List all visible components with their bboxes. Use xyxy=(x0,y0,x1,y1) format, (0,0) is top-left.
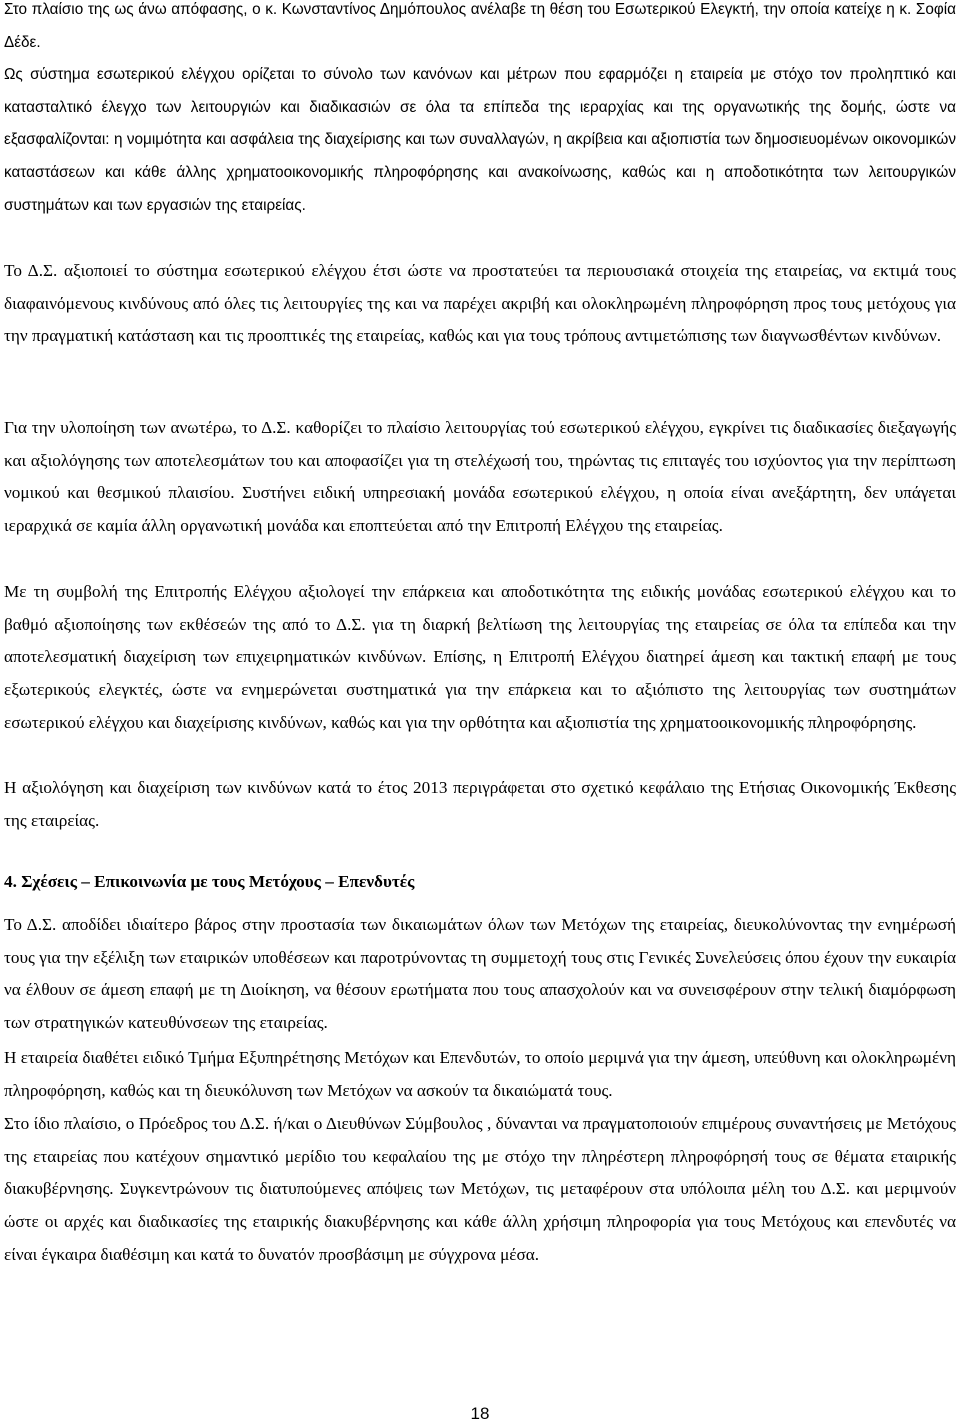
paragraph-investor-relations: Η εταιρεία διαθέτει ειδικό Τμήμα Εξυπηρέτησης Μετόχων και Επενδυτών, το οποίο μεριμνά για την άμεση, υπεύθυνη και ολοκληρωμένη πληροφόρηση, καθώς και τη διευκόλυνση των Μετόχων να ασκούν τα δικαιώματά τους. xyxy=(4,1048,956,1100)
paragraph-shareholder-rights: Το Δ.Σ. αποδίδει ιδιαίτερο βάρος στην προστασία των δικαιωμάτων όλων των Μετόχων της εταιρείας, διευκολύνοντας την ενημέρωσή τους για την εξέλιξη των εταιρικών υποθέσεων και παροτρύνοντας τη συμμετοχή τους στις Γενικές Συνελεύσεις όπου έχουν την ευκαιρία να έλθουν σε άμεση επαφή με τη Διοίκηση, να θέσουν ερωτήματα που τους απασχολούν και να συνεισφέρουν στην τελική διαμόρφωση των στρατηγικών κατευθύνσεων της εταιρείας. xyxy=(4,915,956,1033)
paragraph-board-use-of-control: Το Δ.Σ. αξιοποιεί το σύστημα εσωτερικού ελέγχου έτσι ώστε να προστατεύει τα περιουσιακά στοιχεία της εταιρείας, να εκτιμά τους διαφαινόμενους κινδύνους από όλες τις λειτουργίες της και να παρέχει ακριβή και ολοκληρωμένη πληροφόρηση προς τους μετόχους για την πραγματική κατάσταση και τις προοπτικές της εταιρείας, καθώς και για τους τρόπους αντιμετώπισης των διαγνωσθέντων κινδύνων. xyxy=(4,261,956,346)
paragraph-implementation: Για την υλοποίηση των ανωτέρω, το Δ.Σ. καθορίζει το πλαίσιο λειτουργίας τού εσωτερικού ελέγχου, εγκρίνει τις διαδικασίες διεξαγωγής και αξιολόγησης των αποτελεσμάτων του και αποφασίζει για τη στελέχωσή του, τηρώντας τις επιταγές του ισχύοντος για την περίπτωση νομικού και θεσμικού πλαισίου. Συστήνει ειδική υπηρεσιακή μονάδα εσωτερικού ελέγχου, η οποία είναι ανεξάρτητη, δεν υπάγεται ιεραρχικά σε καμία άλλη οργανωτική μονάδα και εποπτεύεται από την Επιτροπή Ελέγχου της εταιρείας. xyxy=(4,418,956,536)
page-number: 18 xyxy=(470,1404,490,1423)
paragraph-internal-control-definition: Ως σύστημα εσωτερικού ελέγχου ορίζεται το σύνολο των κανόνων και μέτρων που εφαρμόζει η εταιρεία με στόχο τον προληπτικό και κατασταλτικό έλεγχο των λειτουργιών και διαδικασιών σε όλα τα επίπεδα της ιεραρχίας και της οργανωτικής της δομής, ώστε να εξασφαλίζονται: η νομιμότητα και ασφάλεια της διαχείρισης και των συναλλαγών, η ακρίβεια και αξιοπιστία των δημοσιευομένων οικονομικών καταστάσεων και κάθε άλλης χρηματοοικονομικής πληροφόρησης και ανακοίνωσης, καθώς και η αποδοτικότητα των λειτουργικών συστημάτων και των εργασιών της εταιρείας. xyxy=(4,66,956,214)
section-heading: 4. Σχέσεις – Επικοινωνία με τους Μετόχους – Επενδυτές xyxy=(4,872,415,891)
paragraph-audit-committee: Με τη συμβολή της Επιτροπής Ελέγχου αξιολογεί την επάρκεια και αποδοτικότητα της ειδικής μονάδας εσωτερικού ελέγχου και το βαθμό αξιοποίησης των εκθέσεών της από το Δ.Σ. για τη διαρκή βελτίωση της λειτουργίας της εταιρείας σε όλα τα επίπεδα και την αποτελεσματική διαχείριση των επιχειρηματικών κινδύνων. Επίσης, η Επιτροπή Ελέγχου διατηρεί άμεση και τακτική επαφή με τους εξωτερικούς ελεγκτές, ώστε να ενημερώνεται συστηματικά για την επάρκεια και το αξιόπιστο της λειτουργίας των συστημάτων εσωτερικού ελέγχου και διαχείρισης κινδύνων, καθώς και για την ορθότητα και αξιοπιστία της χρηματοοικονομικής πληροφόρησης. xyxy=(4,582,956,732)
paragraph-meetings: Στο ίδιο πλαίσιο, ο Πρόεδρος του Δ.Σ. ή/και ο Διευθύνων Σύμβουλος , δύνανται να πραγματοποιούν επιμέρους συναντήσεις με Μετόχους της εταιρείας που κατέχουν σημαντικό μερίδιο του κεφαλαίου της με στόχο την πληρέστερη πληροφόρησή τους σε θέματα εταιρικής διακυβέρνησης. Συγκεντρώνουν τις διατυπούμενες απόψεις των Μετόχων, τις μεταφέρουν στα υπόλοιπα μέλη του Δ.Σ. και μεριμνούν ώστε οι αρχές και διαδικασίες της εταιρικής διακυβέρνησης και κάθε άλλη χρήσιμη πληροφορία για τους Μετόχους και επενδυτές να είναι έγκαιρα διαθέσιμη και κατά το δυνατόν προσβάσιμη με σύγχρονα μέσα. xyxy=(4,1114,956,1264)
paragraph-appointment: Στο πλαίσιο της ως άνω απόφασης, ο κ. Κωνσταντίνος Δημόπουλος ανέλαβε τη θέση του Εσωτερικού Ελεγκτή, την οποία κατείχε η κ. Σοφία Δέδε. xyxy=(4,1,956,51)
paragraph-risk-assessment: Η αξιολόγηση και διαχείριση των κινδύνων κατά το έτος 2013 περιγράφεται στο σχετικό κεφάλαιο της Ετήσιας Οικονομικής Έκθεσης της εταιρείας. xyxy=(4,778,956,830)
